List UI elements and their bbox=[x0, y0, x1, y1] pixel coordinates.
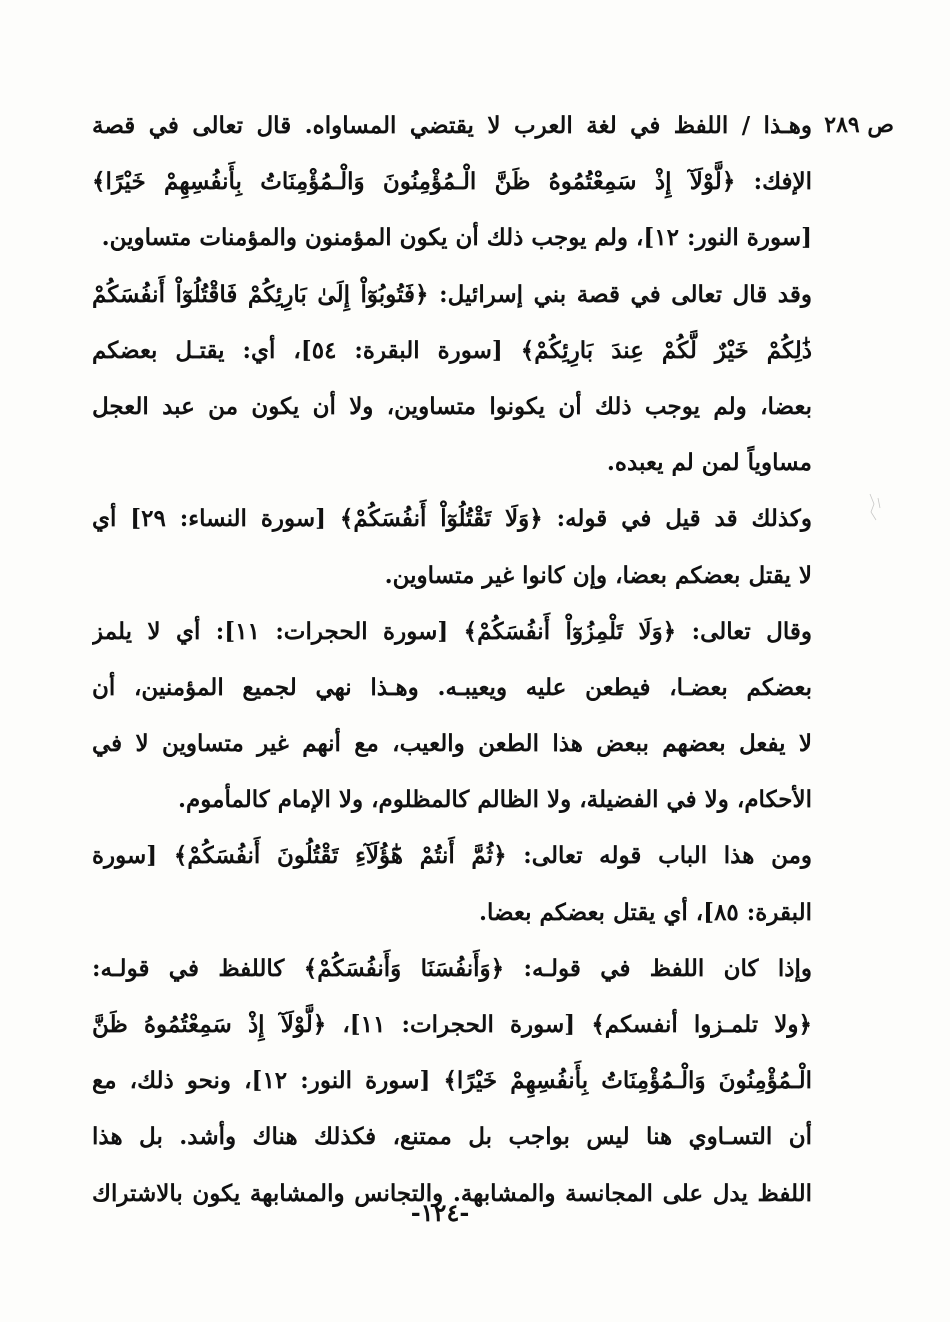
text-line: ومن هذا الباب قوله تعالى: ﴿ثُمَّ أَنتُمْ هَٰٓؤُلَآءِ تَقْتُلُونَ أَنفُسَكُمْ﴾ [سورة bbox=[92, 842, 812, 870]
text-line: أن التسـاوي هنا ليس بواجب بل ممتنع، فكذلك هناك وأشد. بل هذا bbox=[92, 1123, 812, 1151]
text-line: ﴿ولا تلمـزوا أنفسكم﴾ [سورة الحجرات: ١١]، ﴿لَّوْلَآ إِذْ سَمِعْتُمُوهُ ظَنَّ bbox=[92, 1011, 812, 1038]
text-line: وقال تعالى: ﴿وَلَا تَلْمِزُوٓاْ أَنفُسَكُمْ﴾ [سورة الحجرات: ١١]: أي لا يلمز bbox=[92, 617, 812, 645]
text-line: البقرة: ٨٥]، أي يقتل بعضكم بعضا. bbox=[479, 898, 812, 926]
text-line: [سورة النور: ١٢]، ولم يوجب ذلك أن يكون المؤمنون والمؤمنات متساوين. bbox=[101, 224, 812, 252]
page-number: -١٢٤- bbox=[410, 1198, 470, 1227]
text-line: ذَٰلِكُمْ خَيْرٌ لَّكُمْ عِندَ بَارِئِكُمْ﴾ [سورة البقرة: ٥٤]، أي: يقتـل بعضكم bbox=[92, 336, 812, 364]
text-line: لا يقتل بعضكم بعضا، وإن كانوا غير متساوين. bbox=[384, 561, 812, 589]
text-line: الْـمُؤْمِنُونَ وَالْـمُؤْمِنَاتُ بِأَنفُسِهِمْ خَيْرًا﴾ [سورة النور: ١٢]، ونحو ذلك، مع bbox=[92, 1067, 812, 1095]
text-line: وهـذا / اللفظ في لغة العرب لا يقتضي المساواه. قال تعالى في قصة bbox=[92, 112, 812, 139]
body-text bbox=[92, 98, 812, 1222]
text-line: مساوياً لمن لم يعبده. bbox=[606, 449, 812, 477]
scan-speck bbox=[866, 492, 886, 522]
text-line: اللفظ يدل على المجانسة والمشابهة. والتجانس والمشابهة يكون بالاشتراك bbox=[92, 1179, 812, 1207]
text-line: وقد قال تعالى في قصة بني إسرائيل: ﴿فَتُوبُوٓاْ إِلَىٰ بَارِئِكُمْ فَاقْتُلُوٓاْ أَنفُسَكُمْ bbox=[92, 280, 812, 308]
text-line: بعضا، ولم يوجب ذلك أن يكونوا متساوين، ولا أن يكون من عبد العجل bbox=[92, 392, 812, 420]
margin-page-reference: ص ٢٨٩ bbox=[824, 112, 894, 138]
text-line: لا يفعل بعضهم ببعض هذا الطعن والعيب، مع أنهم غير متساوين لا في bbox=[92, 730, 812, 758]
text-line: الأحكام، ولا في الفضيلة، ولا الظالم كالمظلوم، ولا الإمام كالمأموم. bbox=[178, 786, 812, 814]
text-line: بعضكم بعضـا، فيطعن عليه ويعيبـه. وهـذا نهي لجميع المؤمنين، أن bbox=[92, 673, 812, 701]
text-line: وكذلك قد قيل في قوله: ﴿وَلَا تَقْتُلُوٓاْ أَنفُسَكُمْ﴾ [سورة النساء: ٢٩] أي bbox=[92, 505, 812, 533]
text-line: وإذا كان اللفظ في قولـه: ﴿وَأَنفُسَنَا وَأَنفُسَكُمْ﴾ كاللفظ في قولـه: bbox=[92, 954, 812, 982]
text-line: الإفك: ﴿لَّوْلَآ إِذْ سَمِعْتُمُوهُ ظَنَّ الْـمُؤْمِنُونَ وَالْـمُؤْمِنَاتُ بِأَنفُسِهِمْ خَيْرًا﴾ bbox=[92, 168, 812, 196]
